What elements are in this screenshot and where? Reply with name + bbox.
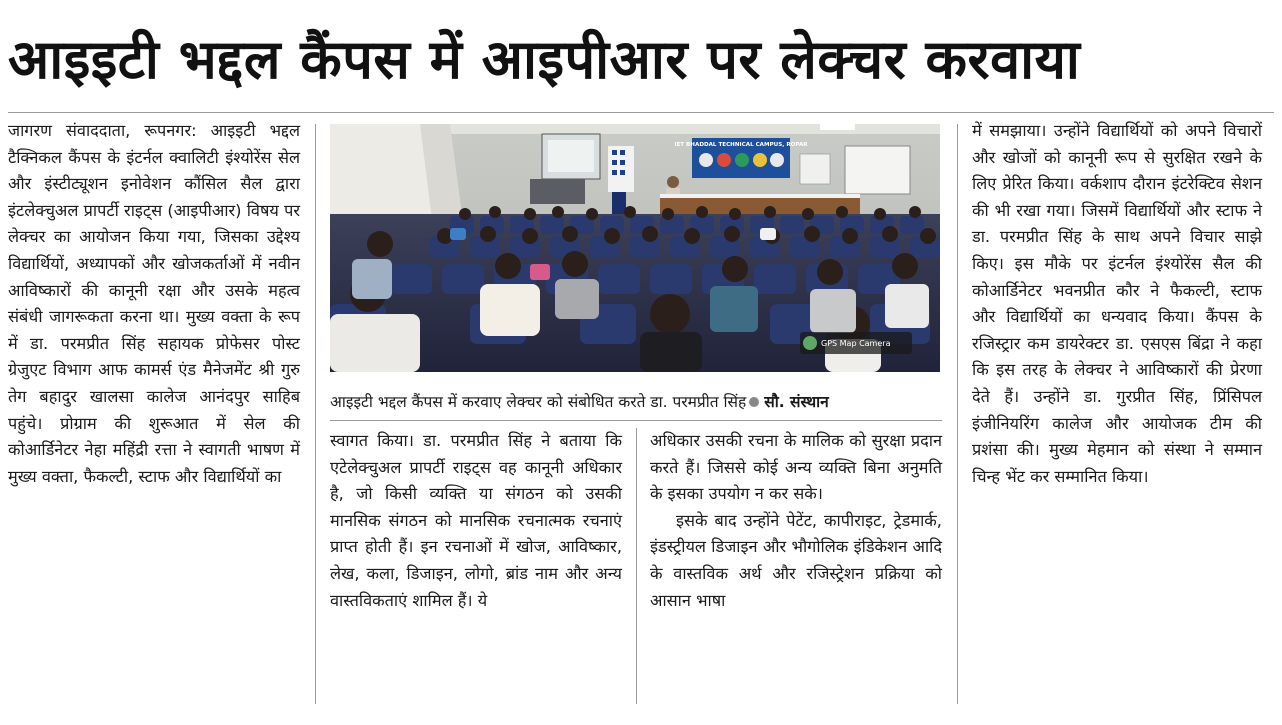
event-photo <box>330 124 940 372</box>
article-column-3 <box>650 428 942 614</box>
gps-stamp: GPS Map Camera <box>821 339 891 348</box>
caption-rule <box>330 420 942 421</box>
column-divider <box>957 124 958 704</box>
bullet-icon <box>749 397 759 407</box>
article-paragraph: जागरण संवाददाता, रूपनगर: आइइटी भद्दल टैक्निकल कैंपस के इंटर्नल क्वालिटी इंश्योरेंस सेल और इंस्टीट्यूशन इनोवेशन कौंसिल सैल द्वारा इंटलेक्चुअल प्रापर्टी राइट्स (आइपीआर) विषय पर लेक्चर का आयोजन किया गया, जिसका उद्देश्य विद्यार्थियों, अध्यापकों और खोजकर्ताओं में नवीन आविष्कारों की कानूनी रक्षा और उसके महत्व संबंधी जागरूकता करना था। मुख्य वक्ता के रूप में डा. परमप्रीत सिंह सहायक प्रोफेसर पोस्ट ग्रेजुएट विभाग आफ कामर्स एंड मैनेजमेंट श्री गुरु तेग बहादुर खालसा कालेज आनंदपुर साहिब पहुंचे। प्रोग्राम की शुरूआत में सेल की कोआर्डिनेटर नेहा महिंद्री रत्ता ने स्वागती भाषण में मुख्य वक्ता, फैकल्टी, स्टाफ और विद्यार्थियों का <box>8 121 300 486</box>
article-paragraph: में समझाया। उन्होंने विद्यार्थियों को अपने विचारों और खोजों को कानूनी रूप से सुरक्षित रखने के लिए प्रेरित किया। वर्कशाप दौरान इंटरेक्टिव सेशन की भी रखा गया। जिसमें विद्यार्थियों और स्टाफ ने डा. परमप्रीत सिंह के साथ अपने विचार साझे किए। इस मौके पर इंटर्नल इंश्योरेंस सैल की कोआर्डिनेटर भवनप्रीत कौर ने फैकल्टी, स्टाफ और विद्यार्थियों का धन्यवाद किया। कैंपस के रजिस्ट्रार कम डायरेक्टर डा. एसएस बिंद्रा ने कहा कि इस तरह के लेक्चर ने आविष्कारों की प्रेरणा देते हैं। उन्होंने डा. गुरप्रीत सिंह, प्रिंसिपल इंजीनियरिंग कालेज और आयोजक टीम की प्रशंसा की। मुख्य मेहमान को संस्था ने सम्मान चिन्ह भेंट कर सम्मानित किया। <box>972 121 1262 486</box>
article-paragraph: इसके बाद उन्होंने पेटेंट, कापीराइट, ट्रेडमार्क, इंडस्ट्रीयल डिजाइन और भौगोलिक इंडिकेशन आदि के वास्तविक अर्थ और रजिस्ट्रेशन प्रक्रिया को आसान भाषा <box>650 510 942 610</box>
photo-caption <box>330 388 942 416</box>
article-column-4 <box>972 118 1262 490</box>
article-paragraph: अधिकार उसकी रचना के मालिक को सुरक्षा प्रदान करते हैं। जिससे कोई अन्य व्यक्ति बिना अनुमति के इसका उपयोग न कर सके। <box>650 431 942 504</box>
banner-text: IET BHADDAL TECHNICAL CAMPUS, ROPAR <box>674 142 808 148</box>
headline: आइइटी भद्दल कैंपस में आइपीआर पर लेक्चर करवाया <box>8 28 1081 91</box>
column-divider <box>636 428 637 704</box>
lecture-hall-photo <box>330 124 940 372</box>
caption-text: आइइटी भद्दल कैंपस में करवाए लेक्चर को संबोधित करते डा. परमप्रीत सिंह <box>330 393 747 411</box>
article-paragraph: स्वागत किया। डा. परमप्रीत सिंह ने बताया कि एटेलेक्चुअल प्रापर्टी राइट्स वह कानूनी अधिकार है, जो किसी व्यक्ति या संगठन को उसकी मानसिक संगठन को मानसिक रचनात्मक रचनाएं प्राप्त होती हैं। इन रचनाओं में खोज, आविष्कार, लेख, कला, डिजाइन, लोगो, ब्रांड नाम और अन्य वास्तविकताएं शामिल हैं। ये <box>330 431 622 610</box>
caption-credit: सौ. संस्थान <box>764 393 829 411</box>
article-column-1 <box>8 118 300 490</box>
article-column-2 <box>330 428 622 614</box>
headline-rule <box>8 112 1274 113</box>
column-divider <box>315 124 316 704</box>
